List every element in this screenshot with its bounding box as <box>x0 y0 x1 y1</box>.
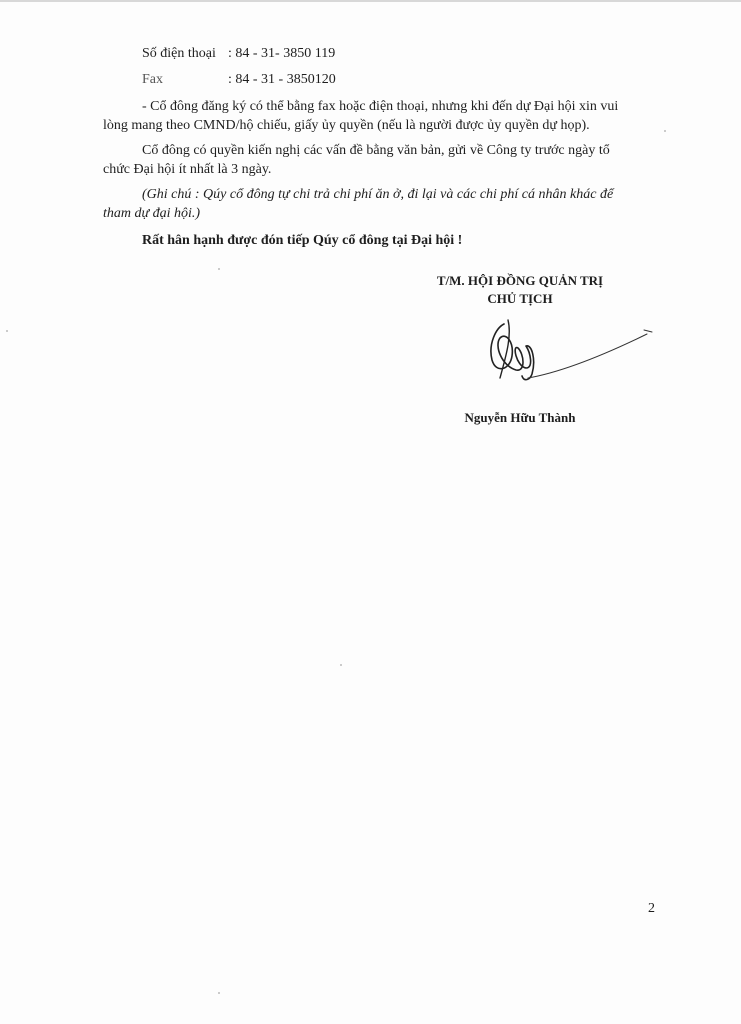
para2-line1: Cổ đông có quyền kiến nghị các vấn đề bằng văn bản, gửi về Công ty trước ngày tổ <box>142 143 610 158</box>
para1-line2: lòng mang theo CMND/hộ chiếu, giấy ủy quyền (nếu là người được ủy quyền dự họp). <box>103 118 590 133</box>
phone-label: Số điện thoại <box>142 46 216 61</box>
note-line1: (Ghi chú : Qúy cổ đông tự chi trả chi phí ăn ở, đi lại và các chi phí cá nhân khác để <box>142 187 614 202</box>
fax-value: : 84 - 31 - 3850120 <box>228 72 336 87</box>
signer-name: Nguyễn Hữu Thành <box>464 410 576 425</box>
page-number: 2 <box>648 901 655 916</box>
chairman-title: CHỦ TỊCH <box>487 291 553 306</box>
signature-image <box>482 316 662 396</box>
welcome-line: Rất hân hạnh được đón tiếp Qúy cổ đông tại Đại hội ! <box>142 233 463 248</box>
scan-speck <box>218 268 220 270</box>
scan-speck <box>664 130 666 132</box>
page-top-edge <box>0 0 741 2</box>
scan-speck <box>340 664 342 666</box>
fax-label: Fax <box>142 72 163 87</box>
scan-speck <box>218 992 220 994</box>
phone-value: : 84 - 31- 3850 119 <box>228 46 336 61</box>
para1-line1: - Cổ đông đăng ký có thể bằng fax hoặc điện thoại, nhưng khi đến dự Đại hội xin vui <box>142 99 619 114</box>
scan-speck <box>6 330 8 332</box>
board-title: T/M. HỘI ĐỒNG QUẢN TRỊ <box>436 273 604 288</box>
note-line2: tham dự đại hội.) <box>103 206 201 221</box>
para2-line2: chức Đại hội ít nhất là 3 ngày. <box>103 162 272 177</box>
